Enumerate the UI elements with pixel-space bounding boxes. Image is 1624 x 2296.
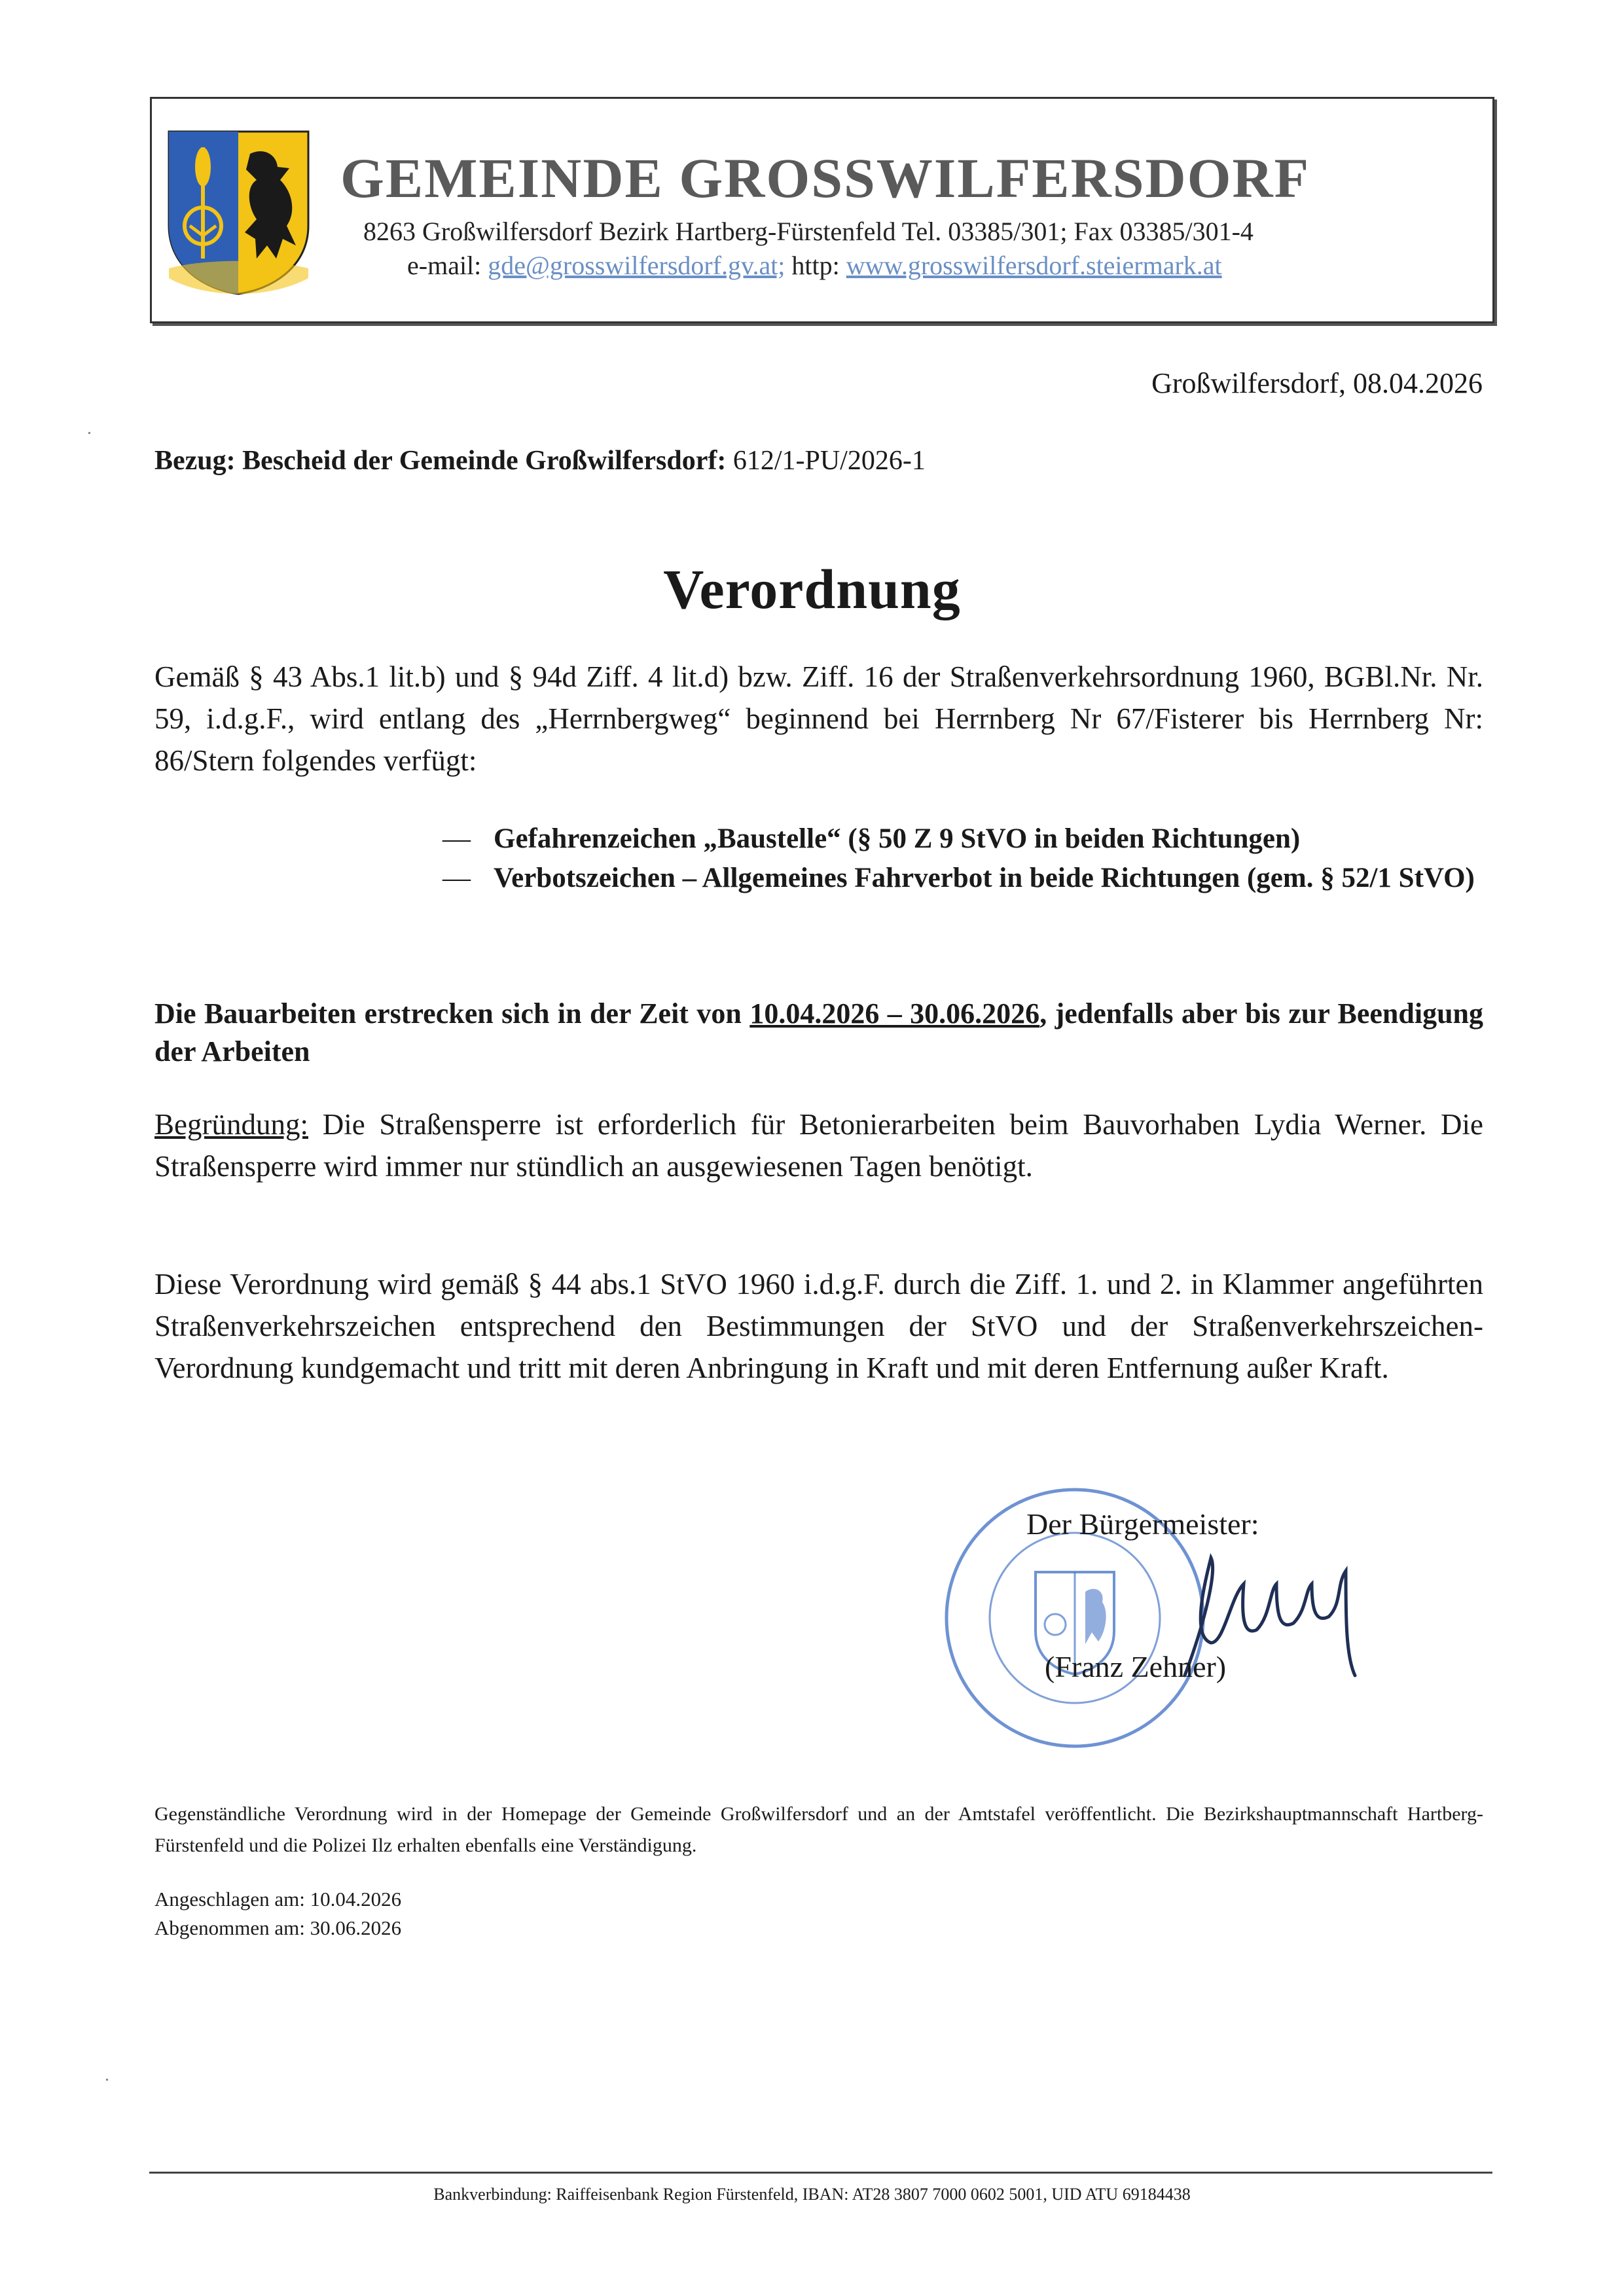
period-suffix: , jedenfalls aber bis zur Beendigung der Arbeiten xyxy=(154,997,1484,1067)
measure-item xyxy=(442,821,1490,857)
document-date: Großwilfersdorf, 08.04.2026 xyxy=(1151,367,1483,399)
scan-speck xyxy=(106,2079,108,2081)
reference-number: 612/1-PU/2026-1 xyxy=(732,446,926,476)
dash-marker: — xyxy=(442,863,471,893)
bank-details-footer: Bankverbindung: Raiffeisenbank Region Fürstenfeld, IBAN: AT28 3807 7000 0602 5001, UID ATU 69184438 xyxy=(433,2185,1191,2204)
reference-label: Bezug: Bescheid der Gemeinde Großwilfersdorf: xyxy=(154,446,727,476)
period-prefix: Die Bauarbeiten erstrecken sich in der Zeit von xyxy=(154,997,742,1030)
justification-text: Die Straßensperre ist erforderlich für Betonierarbeiten beim Bauvorhaben Lydia Werner. Die Straßensperre wird immer nur stündlich an ausgewiesenen Tagen benötigt. xyxy=(154,1108,1484,1183)
footer-divider xyxy=(149,2172,1492,2174)
signatory-name: (Franz Zehner) xyxy=(1045,1650,1227,1683)
intro-paragraph: Gemäß § 43 Abs.1 lit.b) und § 94d Ziff. 4 lit.d) bzw. Ziff. 16 der Straßenverkehrsordnung 1960, BGBl.Nr. Nr. 59, i.d.g.F., wird entlang des „Herrnbergweg“ beginnend bei Herrnberg Nr 67/Fisterer bis Herrnberg Nr: 86/Stern folgendes verfügt: xyxy=(154,660,1483,777)
address-line: 8263 Großwilfersdorf Bezirk Hartberg-Fürstenfeld Tel. 03385/301; Fax 03385/301-4 xyxy=(363,217,1254,246)
website-link[interactable]: www.grosswilfersdorf.steiermark.at xyxy=(846,251,1222,280)
publication-note: Gegenständliche Verordnung wird in der Homepage der Gemeinde Großwilfersdorf und an der Amtstafel veröffentlicht. Die Bezirkshauptmannschaft Hartberg-Fürstenfeld und die Polizei Ilz erhalten ebenfalls eine Verständigung. xyxy=(154,1803,1483,1856)
announcement-paragraph: Diese Verordnung wird gemäß § 44 abs.1 StVO 1960 i.d.g.F. durch die Ziff. 1. und 2. in Klammer angeführten Straßenverkehrszeichen entsprechend den Bestimmungen der StVO und der Straßenverkehrszeichen-Verordnung kundgemacht und tritt mit deren Anbringung in Kraft und mit deren Entfernung außer Kraft. xyxy=(154,1268,1483,1384)
email-label: e-mail: xyxy=(407,251,482,280)
municipal-crest-icon xyxy=(165,128,312,296)
measure-item xyxy=(442,860,1490,897)
justification-paragraph xyxy=(154,1103,1483,1187)
removed-on: Abgenommen am: 30.06.2026 xyxy=(154,1916,402,1939)
measure-text: Verbotszeichen – Allgemeines Fahrverbot in beide Richtungen (gem. § 52/1 StVO) xyxy=(494,863,1475,893)
construction-period xyxy=(154,995,1483,1071)
dash-marker: — xyxy=(442,823,471,854)
measures-list xyxy=(442,821,1490,899)
justification-label: Begründung: xyxy=(154,1108,308,1141)
posted-on: Angeschlagen am: 10.04.2026 xyxy=(154,1888,402,1910)
org-name: GEMEINDE GROSSWILFERSDORF xyxy=(340,147,1310,209)
measure-text: Gefahrenzeichen „Baustelle“ (§ 50 Z 9 StVO in beiden Richtungen) xyxy=(494,823,1301,854)
document-title: Verordnung xyxy=(663,558,961,620)
scan-speck xyxy=(88,432,90,434)
period-range: 10.04.2026 – 30.06.2026 xyxy=(749,997,1040,1030)
contact-line xyxy=(407,250,1222,281)
posting-dates xyxy=(154,1885,401,1943)
signatory-title: Der Bürgermeister: xyxy=(1026,1507,1259,1541)
reference-line xyxy=(154,445,926,476)
http-label: http: xyxy=(791,251,840,280)
email-link[interactable]: gde@grosswilfersdorf.gv.at; xyxy=(488,251,785,280)
